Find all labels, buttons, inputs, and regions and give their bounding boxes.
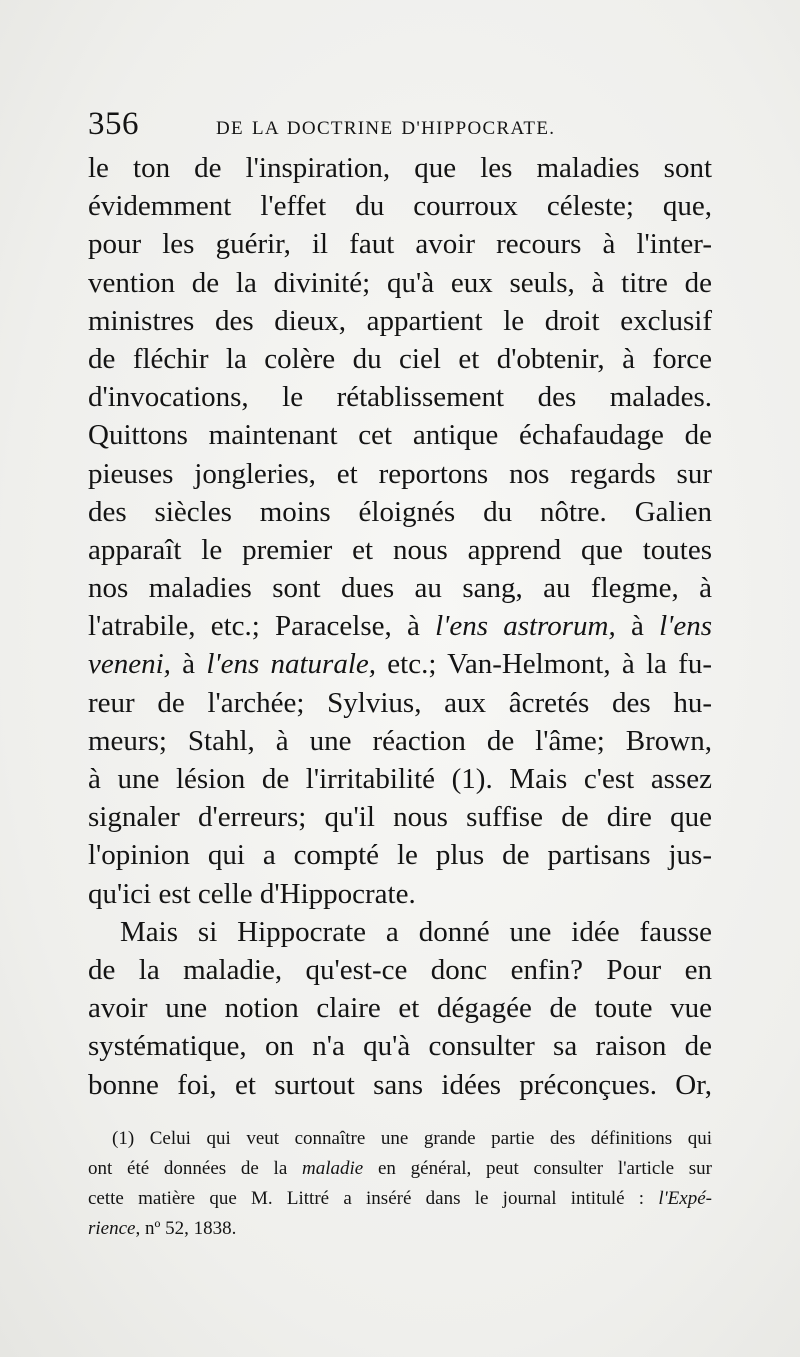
page-number: 356 [88,106,139,142]
text-segment: à [615,610,660,643]
italic-term: maladie [302,1158,364,1179]
italic-term: l'Expé- [658,1188,712,1209]
text-line: pour les guérir, il faut avoir recours à l'inter- [88,228,712,261]
text-segment: à [170,648,207,681]
text-line: qu'ici est celle d'Hippocrate. [88,877,416,910]
footnote-line-with-italics [88,1214,712,1244]
text-segment: en général, peut consulter l'article sur [363,1158,712,1179]
text-line: bonne foi, et surtout sans idées préconçues. Or, [88,1068,712,1101]
text-line: pieuses jongleries, et reportons nos regards sur [88,457,712,490]
text-segment: ont été données de la [88,1158,303,1179]
text-line: avoir une notion claire et dégagée de toute vue [88,992,712,1025]
text-segment: cette matière que M. Littré a inséré dans le journal intitulé : [88,1188,659,1209]
footnote-line: (1) Celui qui veut connaître une grande partie des définitions qui [112,1128,712,1149]
text-line: évidemment l'effet du courroux céleste; que, [88,190,712,223]
footnotes [88,1124,712,1244]
paragraph-start-line: Mais si Hippocrate a donné une idée fausse [120,915,712,948]
text-line: d'invocations, le rétablissement des malades. [88,381,712,414]
text-line: nos maladies sont dues au sang, au flegme, à [88,572,712,605]
text-line-with-italics [88,645,712,683]
italic-term: rience [88,1218,136,1239]
text-line: de la maladie, qu'est-ce donc enfin? Pour en [88,953,712,986]
text-line: des siècles moins éloignés du nôtre. Galien [88,495,712,528]
footnote-line-with-italics [88,1154,712,1184]
text-line: signaler d'erreurs; qu'il nous suffise de dire que [88,801,712,834]
text-line: l'opinion qui a compté le plus de partisans jus- [88,839,712,872]
italic-term: l'ens [659,610,712,643]
text-line: meurs; Stahl, à une réaction de l'âme; Brown, [88,724,712,757]
text-line: le ton de l'inspiration, que les maladies sont [88,152,712,184]
text-line-with-italics [88,607,712,645]
italic-term: l'ens naturale, [206,648,377,681]
text-line: reur de l'archée; Sylvius, aux âcretés des hu- [88,686,712,719]
text-line: ministres des dieux, appartient le droit exclusif [88,304,712,337]
italic-term: l'ens astrorum, [435,610,616,643]
body-text [88,149,712,1104]
text-segment: l'atrabile, etc.; Paracelse, à [88,610,436,643]
text-segment: , nº 52, 1838. [135,1218,237,1239]
text-line: vention de la divinité; qu'à eux seuls, à titre de [88,266,712,299]
text-line: systématique, on n'a qu'à consulter sa raison de [88,1030,712,1063]
italic-term: veneni, [88,648,171,681]
text-line: Quittons maintenant cet antique échafaudage de [88,419,712,452]
footnote-line-with-italics [88,1184,712,1214]
text-segment: etc.; Van-Helmont, à la fu- [376,648,712,681]
text-line: de fléchir la colère du ciel et d'obtenir, à force [88,342,712,375]
text-line: à une lésion de l'irritabilité (1). Mais c'est assez [88,763,712,795]
text-line: apparaît le premier et nous apprend que toutes [88,533,712,566]
page-header [88,106,708,146]
running-title: DE LA DOCTRINE D'HIPPOCRATE. [216,118,556,139]
